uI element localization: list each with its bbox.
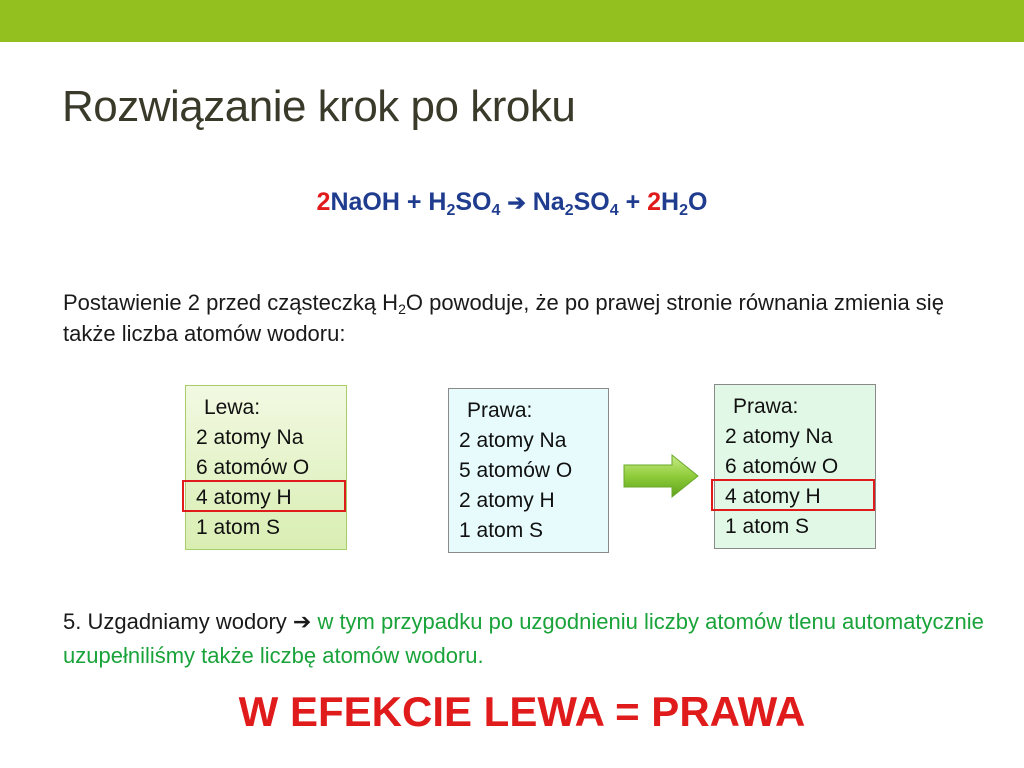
conclusion-heading: W EFEKCIE LEWA = PRAWA xyxy=(238,688,806,735)
coefficient-naoh: 2 xyxy=(316,188,331,216)
atom-count-line: 6 atomów O xyxy=(196,456,310,479)
eq-part: + xyxy=(618,188,648,216)
slide-title: Rozwiązanie krok po kroku xyxy=(62,82,576,131)
left-side-atom-count-box xyxy=(185,385,347,550)
hydrogen-highlight-left xyxy=(182,480,346,512)
coefficient-water: 2 xyxy=(647,188,662,216)
top-accent-bar xyxy=(0,0,1024,42)
hydrogen-highlight-right xyxy=(711,479,875,511)
eq-part: O xyxy=(688,188,708,216)
atom-count-line: 6 atomów O xyxy=(725,455,839,478)
paragraph-subscript: 2 xyxy=(398,301,406,317)
step-text: 5. Uzgadniamy wodory xyxy=(63,609,293,634)
eq-subscript: 2 xyxy=(679,202,688,219)
step-five-text xyxy=(63,605,1003,673)
right-side-after-box xyxy=(714,384,876,549)
atom-count-line: 2 atomy H xyxy=(459,489,555,512)
eq-part: H xyxy=(661,188,680,216)
reaction-arrow-icon: ➔ xyxy=(507,190,526,215)
right-side-before-box xyxy=(448,388,609,553)
atom-count-line: 1 atom S xyxy=(196,516,281,539)
atom-count-line: 2 atomy Na xyxy=(196,426,304,449)
eq-part: SO xyxy=(573,188,610,216)
chemical-equation xyxy=(0,188,1024,217)
paragraph-text: O powoduje, że po prawej stronie równania zmienia się także liczba atomów wodoru: xyxy=(63,290,944,346)
atom-count-line: 5 atomów O xyxy=(459,459,573,482)
step-note: w tym przypadku po uzgodnieniu liczby atomów tlenu automatycznie uzupełniliśmy także liczbę atomów wodoru. xyxy=(63,609,984,668)
box-header: Lewa: xyxy=(204,396,261,419)
atom-count-line: 4 atomy H xyxy=(196,486,292,509)
green-right-arrow-icon xyxy=(622,453,702,499)
eq-subscript: 4 xyxy=(609,202,619,219)
paragraph-text: Postawienie 2 przed cząsteczką H xyxy=(63,290,399,315)
atom-count-line: 2 atomy Na xyxy=(459,429,567,452)
atom-count-line: 1 atom S xyxy=(459,519,544,542)
eq-subscript: 2 xyxy=(446,202,456,219)
eq-subscript: 2 xyxy=(564,202,574,219)
eq-part: SO xyxy=(455,188,492,216)
eq-part: NaOH + H xyxy=(330,188,447,216)
box-header: Prawa: xyxy=(733,395,799,418)
atom-count-line: 4 atomy H xyxy=(725,485,821,508)
step-arrow-icon: ➔ xyxy=(292,609,312,634)
eq-subscript: 4 xyxy=(491,202,501,219)
explanation-paragraph xyxy=(63,287,963,349)
atom-count-line: 2 atomy Na xyxy=(725,425,833,448)
atom-count-line: 1 atom S xyxy=(725,515,810,538)
eq-part: Na xyxy=(525,188,565,216)
box-header: Prawa: xyxy=(467,399,533,422)
